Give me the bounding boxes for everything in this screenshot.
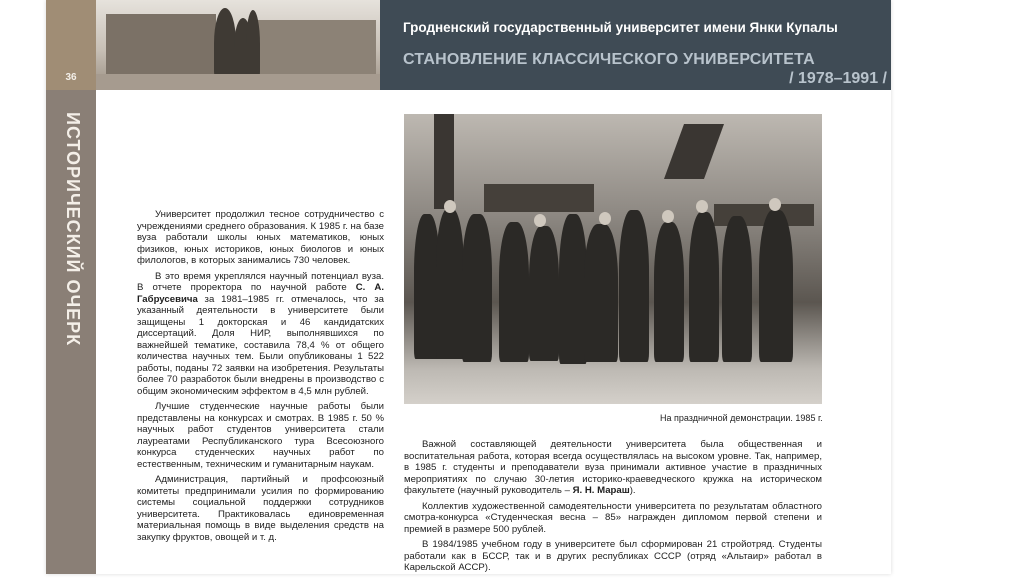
header-campus-photo: [96, 0, 380, 90]
page-number: 36: [65, 72, 77, 83]
text-column-left: [137, 209, 384, 547]
chapter-title: СТАНОВЛЕНИЕ КЛАССИЧЕСКОГО УНИВЕРСИТЕТА: [403, 51, 815, 68]
person-name: Я. Н. Мараш: [572, 485, 630, 496]
paragraph: В это время укреплялся научный потенциал вуза. В отчете проректора по научной работе С. А. Габрусевича за 1981–1985 гг. отмечалось, что за указанный деятельности в университете были защищены 1 докторская и 46 кандидатских диссертаций. Доля НИР, выполнявшихся по важнейшей тематике, составила 78,4 % от общего количества научных тем. Были опубликованы 1 522 работы, поданы 72 заявки на изобретения. Результаты более 70 разработок были внедрены в производство с общим экономическим эффектом в 4,5 млн рублей.: [137, 270, 384, 397]
paragraph: В 1984/1985 учебном году в университете был сформирован 21 стройотряд. Студенты работали как в БССР, так и в других республиках СССР (отряд «Альтаир» работал в Карельской АССР).: [404, 539, 822, 573]
university-name: Гродненский государственный университет имени Янки Купалы: [403, 20, 838, 35]
section-side-title: ИСТОРИЧЕСКИЙ ОЧЕРК: [63, 112, 83, 347]
chapter-years: / 1978–1991 /: [789, 70, 887, 87]
paragraph: Важной составляющей деятельности университета была общественная и воспитательная работа, которая всегда осуществлялась на высоком уровне. Так, например, в 1985 г. студенты и преподаватели вуза принимали активное участие в праздничных мероприятиях по случаю 30-летия историко-краеведческого кружка на историческом факультете (научный руководитель – Я. Н. Мараш).: [404, 439, 822, 496]
paragraph: Университет продолжил тесное сотрудничество с учреждениями среднего образования. К 1985 г. на базе вуза работали школы юных математиков, юных физиков, юных историков, юных биологов и юных филологов, в которых занимались 730 человек.: [137, 209, 384, 266]
paragraph: Лучшие студенческие научные работы были представлены на конкурсах и смотрах. В 1985 г. 50 % научных работ студентов университета стали лауреатами Республиканского тура Всесоюзного конкурса студенческих научных работ по естественным, техническим и гуманитарным наукам.: [137, 401, 384, 470]
paragraph: Коллектив художественной самодеятельности университета по результатам областного смотра-конкурса «Студенческая весна – 85» награжден дипломом первой степени и премией в размере 500 рублей.: [404, 500, 822, 535]
paragraph: Администрация, партийный и профсоюзный комитеты предпринимали усилия по формированию системы социальной поддержки сотрудников университета. Практиковалась единовременная материальная помощь в виде выделения средств на закупку фруктов, овощей и т. д.: [137, 474, 384, 543]
person-name: С. А. Габрусевича: [137, 282, 384, 305]
photo-caption: На праздничной демонстрации. 1985 г.: [660, 413, 823, 423]
historical-photo: [404, 114, 822, 404]
text-column-right: [404, 439, 822, 578]
